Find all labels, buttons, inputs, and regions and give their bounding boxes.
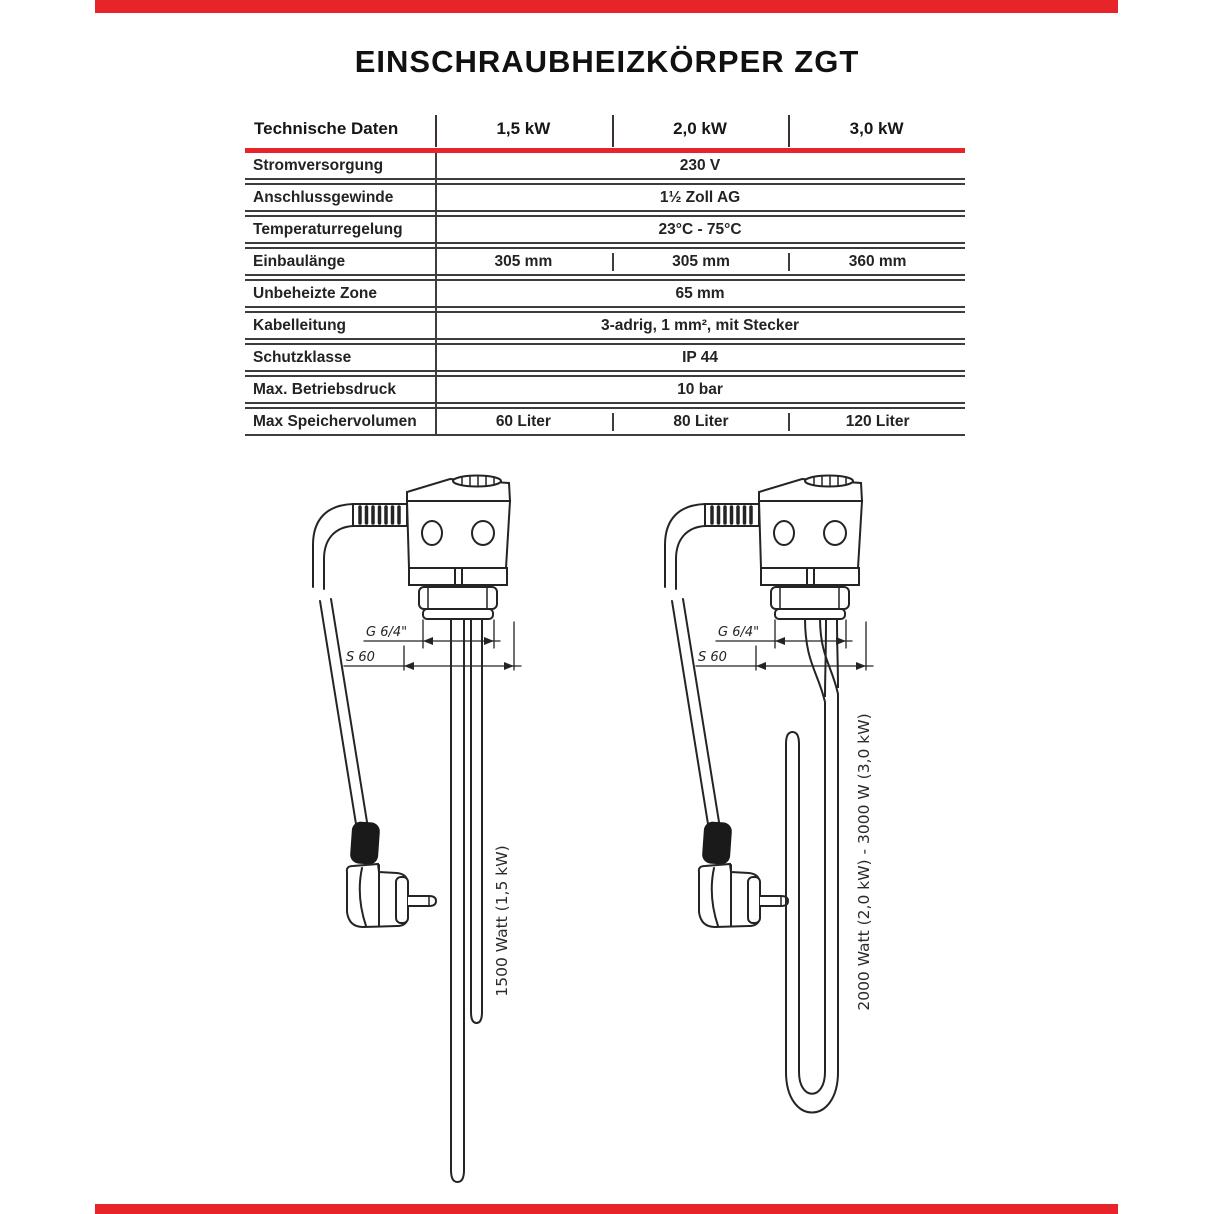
row-value: 305 mm: [612, 253, 789, 271]
row-label: Max Speichervolumen: [253, 412, 417, 430]
row-value: 120 Liter: [788, 413, 965, 431]
table-row: [245, 247, 965, 276]
straight-heating-rod: [451, 618, 482, 1182]
row-label: Temperaturregelung: [253, 220, 403, 238]
table-row: [245, 153, 965, 180]
row-value: 360 mm: [788, 253, 965, 271]
header-divider: [435, 115, 437, 147]
heater-drawings: [0, 440, 1214, 1214]
row-value: IP 44: [682, 348, 718, 366]
row-value: 65 mm: [675, 284, 725, 302]
header-3-0kw: 3,0 kW: [849, 119, 904, 138]
row-value: 3-adrig, 1 mm², mit Stecker: [600, 316, 800, 334]
heater-drawing-1500w: [313, 476, 521, 1183]
header-2-0kw: 2,0 kW: [673, 119, 727, 138]
technical-data-table: [245, 110, 965, 439]
table-row: [245, 279, 965, 308]
table-body: [245, 153, 965, 436]
heater-head-right: [665, 476, 873, 928]
thread-dimension-label: G 6/4": [366, 625, 408, 640]
row-label: Anschlussgewinde: [253, 188, 394, 206]
header-1-5kw: 1,5 kW: [496, 119, 551, 138]
row-label: Einbaulänge: [253, 252, 346, 270]
header-technische-daten: Technische Daten: [254, 119, 399, 138]
table-row: [245, 375, 965, 404]
wrench-dimension-label: S 60: [698, 650, 727, 665]
row-value: 23°C - 75°C: [658, 220, 742, 238]
row-label: Max. Betriebsdruck: [253, 380, 396, 398]
row-value: 230 V: [679, 156, 721, 174]
table-row: [245, 311, 965, 340]
wattage-caption: 1500 Watt (1,5 kW): [493, 845, 511, 997]
heater-drawing-2000-3000w: [665, 476, 873, 1113]
row-label: Unbeheizte Zone: [253, 284, 378, 302]
row-label: Stromversorgung: [253, 156, 384, 174]
row-value: 305 mm: [494, 252, 553, 270]
row-value: 80 Liter: [612, 413, 789, 431]
wrench-dimension-label: S 60: [346, 650, 375, 665]
row-label: Schutzklasse: [253, 348, 352, 366]
wattage-caption: 2000 Watt (2,0 kW) - 3000 W (3,0 kW): [855, 713, 873, 1011]
row-value: 1½ Zoll AG: [659, 188, 741, 206]
page-title: EINSCHRAUBHEIZKÖRPER ZGT: [354, 44, 860, 79]
table-header-row: [245, 110, 965, 148]
row-value: 10 bar: [677, 380, 723, 398]
row-value: 60 Liter: [495, 412, 551, 430]
row-label: Kabelleitung: [253, 316, 347, 334]
header-divider: [612, 115, 614, 147]
thread-dimension-label: G 6/4": [718, 625, 760, 640]
table-row: [245, 183, 965, 212]
header-divider: [788, 115, 790, 147]
heater-head-left: [313, 476, 521, 928]
top-red-bar: [95, 0, 1118, 13]
table-row: [245, 343, 965, 372]
table-row: [245, 215, 965, 244]
loop-heating-rod: [786, 618, 838, 1113]
table-row: [245, 407, 965, 436]
